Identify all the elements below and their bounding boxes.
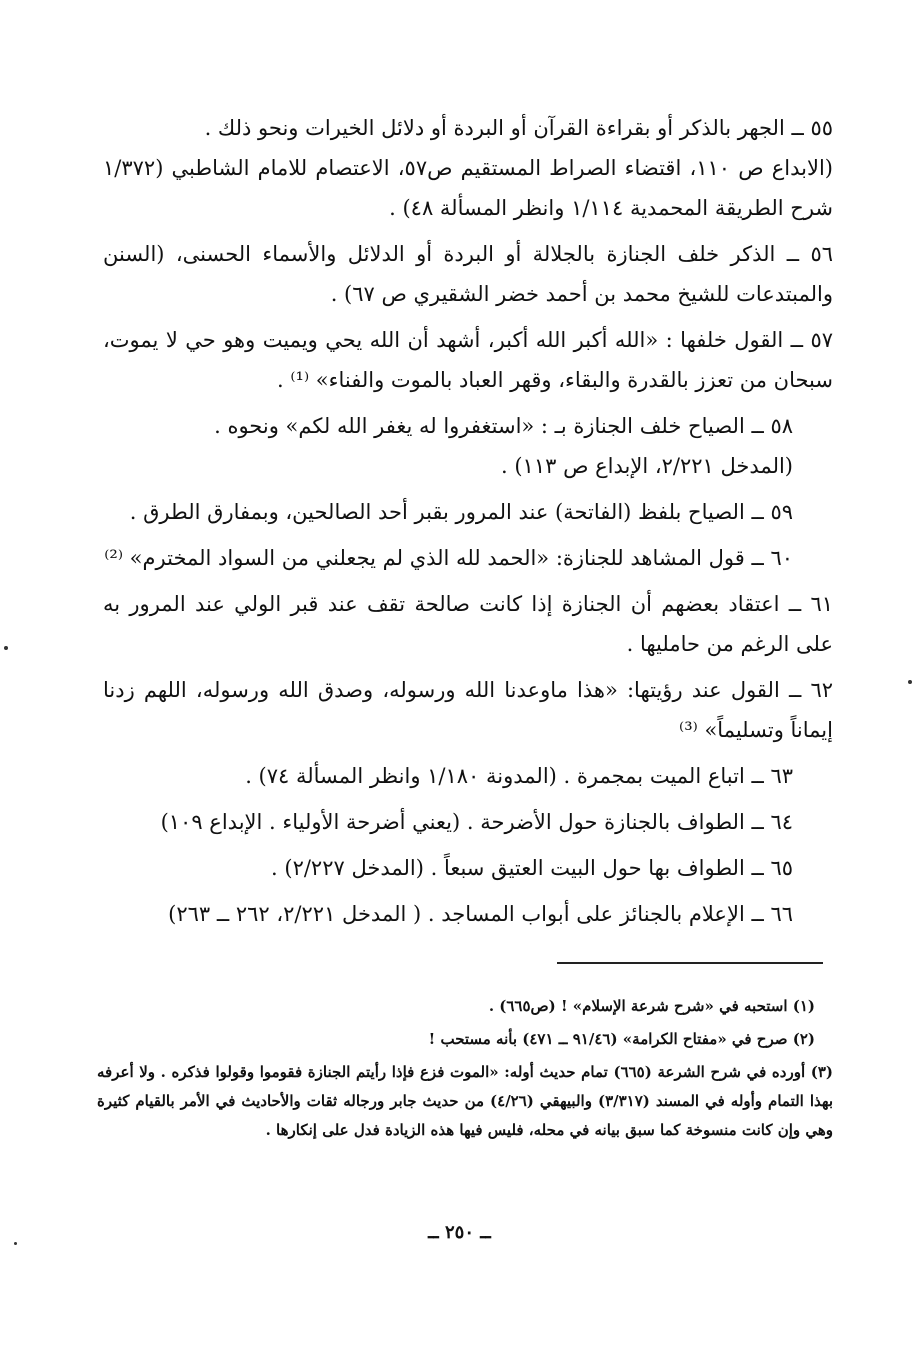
entry-line: ٥٥ ــ الجهر بالذكر أو بقراءة القرآن أو البردة أو دلائل الخيرات ونحو ذلك .	[204, 116, 833, 140]
footnote-item: (٢) صرح في «مفتاح الكرامة» (٩١/٤٦ ــ ٤٧١) بأنه مستحب !	[428, 1030, 815, 1048]
entry-item	[103, 756, 833, 796]
scan-speck	[4, 646, 8, 650]
entry-item	[103, 538, 833, 578]
footnote-item: (٣) أورده في شرح الشرعة (٦٦٥) تمام حديث أوله: «الموت فزع فإذا رأيتم الجنازة فقوموا وقولوا فذكره . ولا أعرفه بهذا التمام وأوله في المسند (٣/٣١٧) والبيهقي (٤/٢٦) من حديث جابر ورجاله ثقات والأحاديث في الأمر بالقيام كثيرة وهي وإن كانت منسوخة كما سبق بيانه في محله، فليس فيها هذه الزيادة فدل على إنكارها .	[97, 1063, 833, 1139]
entry-line: ٦٣ ــ اتباع الميت بمجمرة . (المدونة ١/١٨٠ وانظر المسألة ٧٤) .	[245, 764, 793, 788]
entry-item	[103, 108, 833, 228]
entry-item	[103, 406, 833, 486]
main-text	[103, 108, 833, 940]
footnotes	[97, 992, 833, 1149]
entry-line: ٦٢ ــ القول عند رؤيتها: «هذا ماوعدنا الله ورسوله، وصدق الله ورسوله، اللهم زدنا إيماناً وتسليماً» ⁽³⁾	[103, 678, 833, 742]
entry-item	[103, 320, 833, 400]
entry-line: ٦٠ ــ قول المشاهد للجنازة: «الحمد لله الذي لم يجعلني من السواد المخترم» ⁽²⁾	[104, 546, 793, 570]
entry-item	[103, 234, 833, 314]
entry-line: ٥٦ ــ الذكر خلف الجنازة بالجلالة أو البردة أو الدلائل والأسماء الحسنى، (السنن والمبتدعات للشيخ محمد بن أحمد خضر الشقيري ص ٦٧) .	[103, 242, 833, 306]
entry-line: (المدخل ٢/٢٢١، الإبداع ص ١١٣) .	[501, 454, 793, 478]
entry-line: ٦١ ــ اعتقاد بعضهم أن الجنازة إذا كانت صالحة تقف عند قبر الولي عند المرور به على الرغم من حامليها .	[103, 592, 833, 656]
entry-item	[103, 670, 833, 750]
entry-item	[103, 848, 833, 888]
entry-line: ٦٥ ــ الطواف بها حول البيت العتيق سبعاً . (المدخل ٢/٢٢٧) .	[271, 856, 793, 880]
entry-line: ٥٨ ــ الصياح خلف الجنازة بـ : «استغفروا له يغفر الله لكم» ونحوه .	[214, 414, 793, 438]
entry-item	[103, 584, 833, 664]
entry-item	[103, 802, 833, 842]
footnote-item: (١) استحبه في «شرح شرعة الإسلام» ! (ص٦٦٥) .	[488, 997, 815, 1015]
footnote-divider	[557, 962, 823, 964]
entry-item	[103, 492, 833, 532]
page-number: ــ ٢٥٠ ــ	[428, 1222, 491, 1243]
entry-line: ٥٩ ــ الصياح بلفظ (الفاتحة) عند المرور بقبر أحد الصالحين، وبمفارق الطرق .	[129, 500, 793, 524]
entry-item	[103, 894, 833, 934]
entry-line: ٥٧ ــ القول خلفها : «الله أكبر الله أكبر، أشهد أن الله يحي ويميت وهو حي لا يموت، سبحان من تعزز بالقدرة والبقاء، وقهر العباد بالموت والفناء» ⁽¹⁾ .	[103, 328, 833, 392]
entry-line: ٦٤ ــ الطواف بالجنازة حول الأضرحة . (يعني أضرحة الأولياء . الإبداع ١٠٩)	[160, 810, 793, 834]
entry-line: ٦٦ ــ الإعلام بالجنائز على أبواب المساجد . ( المدخل ٢/٢٢١، ٢٦٢ ــ ٢٦٣)	[168, 902, 793, 926]
scan-speck	[14, 1242, 17, 1245]
scan-speck	[908, 680, 912, 684]
entry-line: (الابداع ص ١١٠، اقتضاء الصراط المستقيم ص٥٧، الاعتصام للامام الشاطبي (١/٣٧٢ شرح الطريقة المحمدية ١/١١٤ وانظر المسألة ٤٨) .	[103, 156, 833, 220]
